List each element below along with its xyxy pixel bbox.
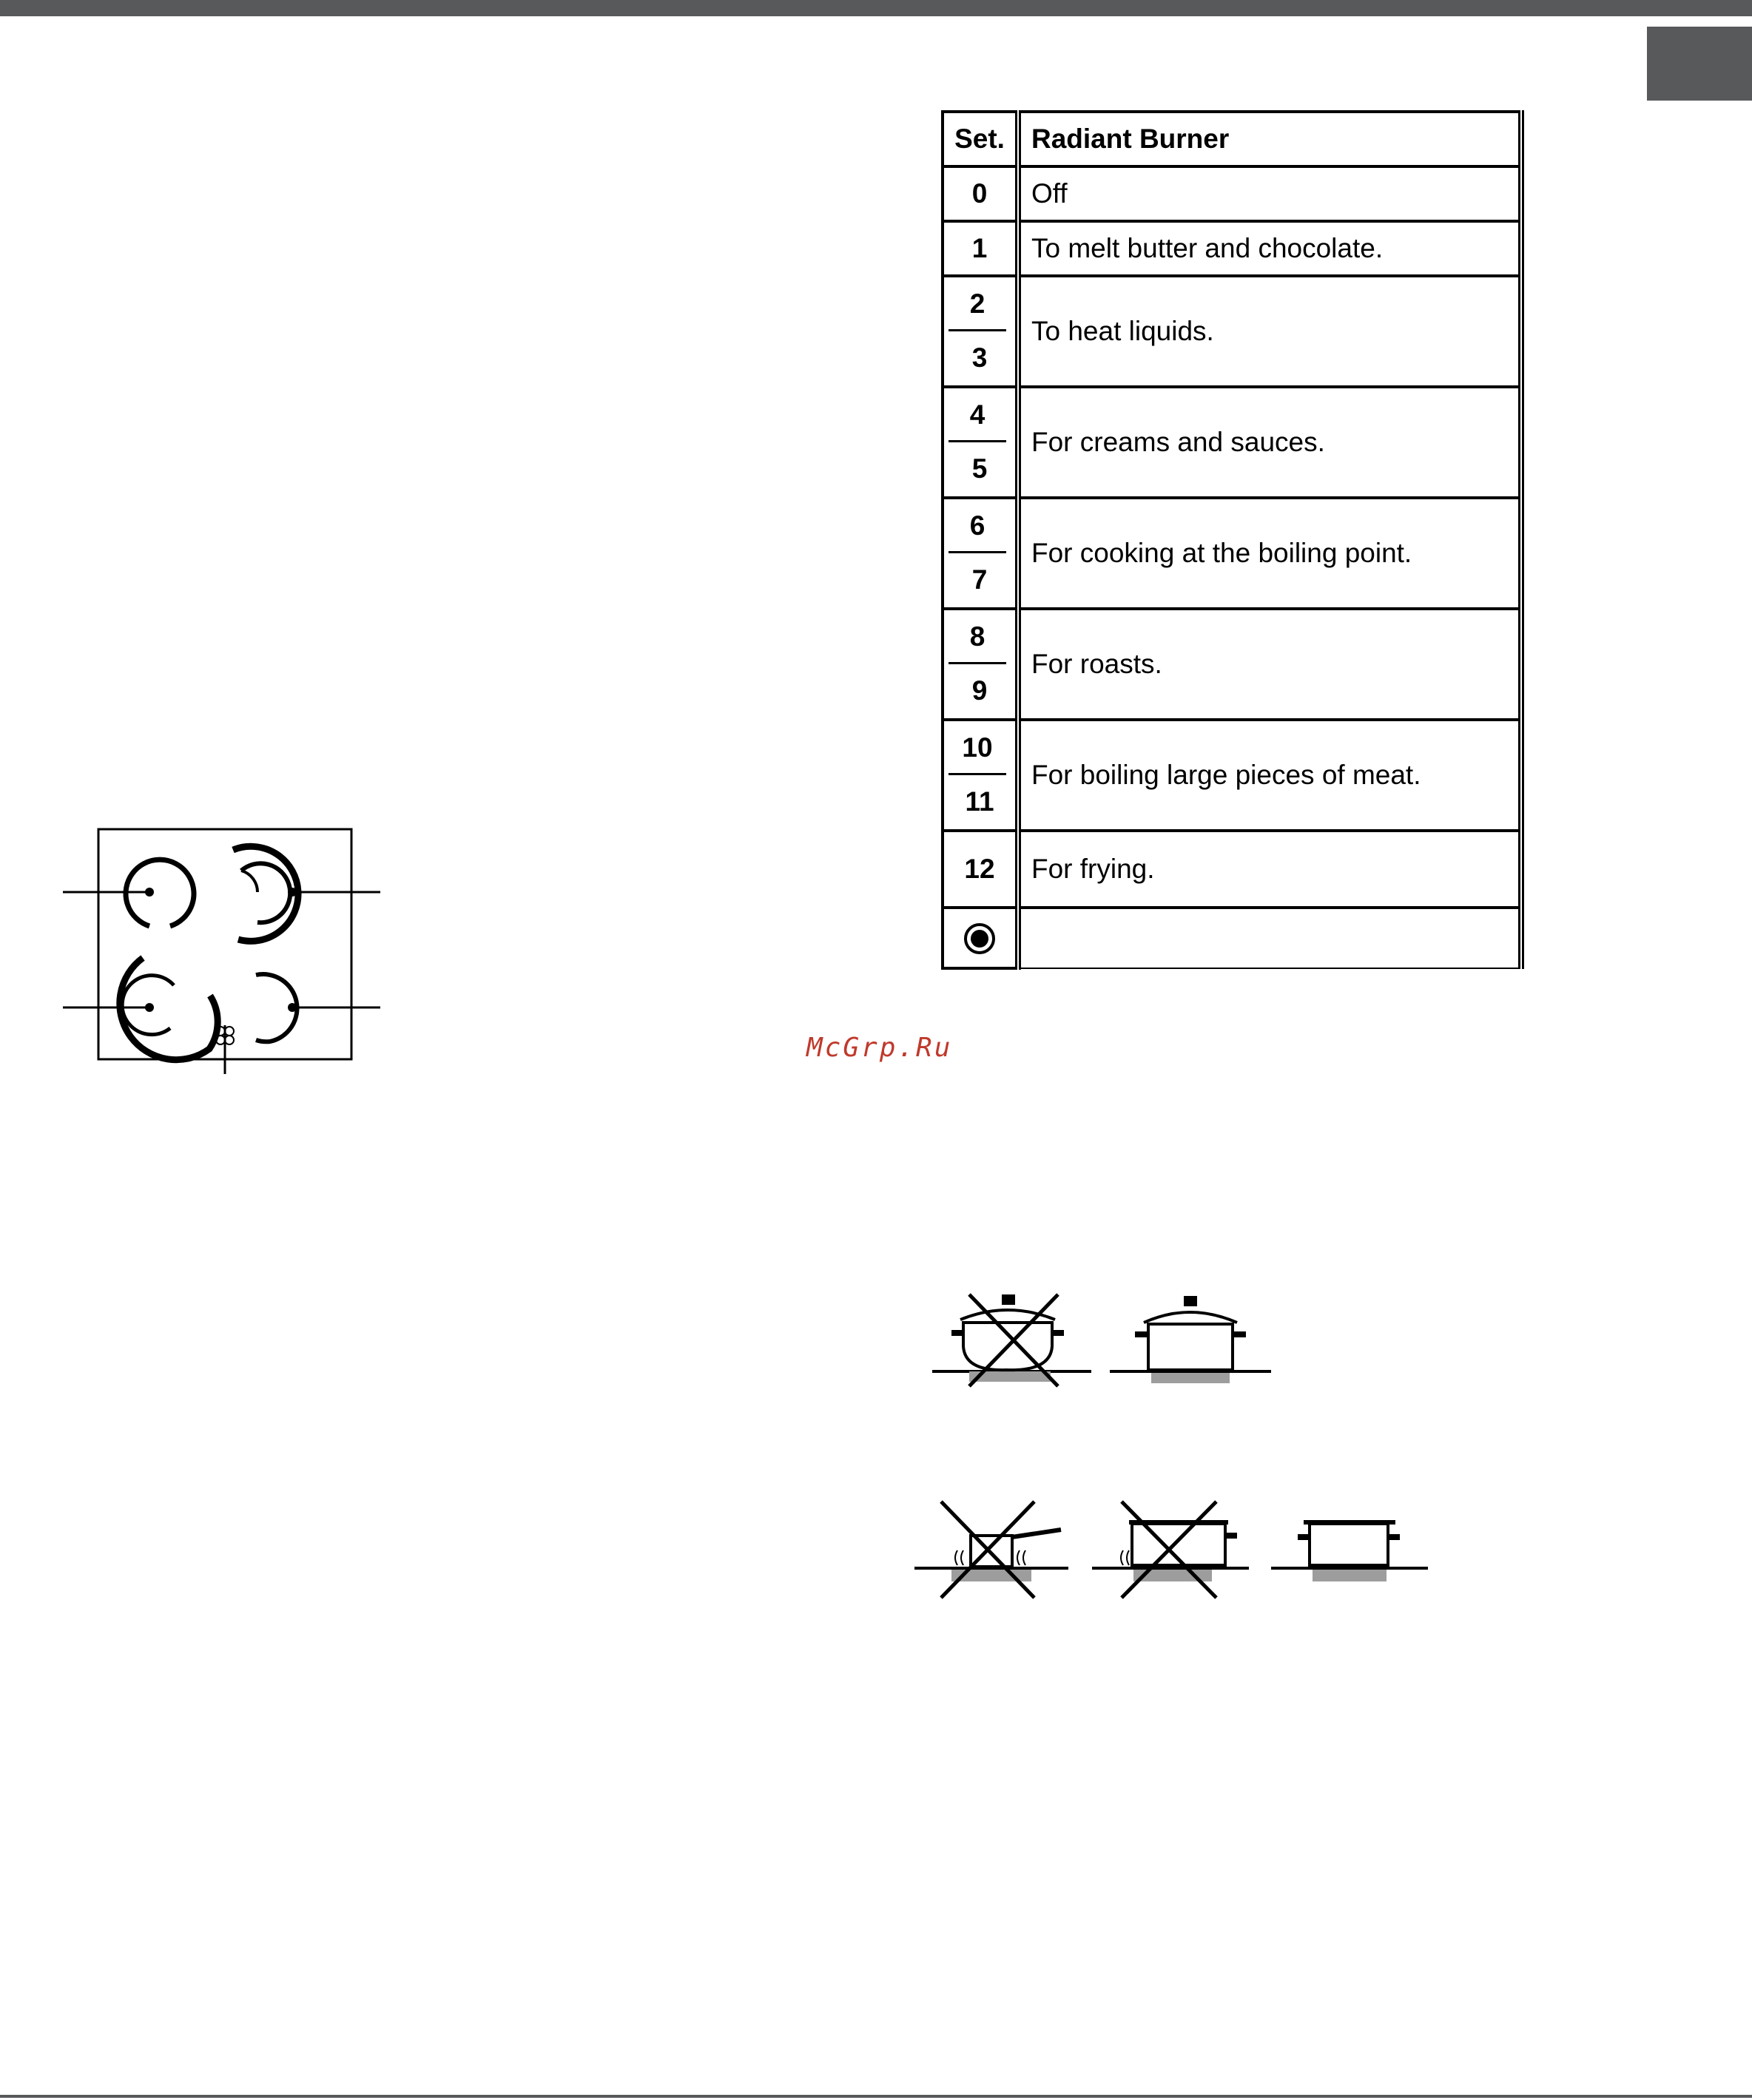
setting-use: To melt butter and chocolate. [1018,221,1521,276]
table-row [943,166,1521,221]
setting-number: 10 [949,723,1006,775]
table-row [943,221,1521,276]
table-header-row [943,112,1521,166]
empty-cell [1018,908,1521,968]
setting-number: 4 [949,390,1006,442]
setting-use: For boiling large pieces of meat. [1018,720,1521,831]
setting-number: 2 [949,279,1006,331]
watermark: McGrp.Ru [806,1033,953,1063]
setting-number: 7 [971,564,988,595]
table-row [943,831,1521,908]
table-row [943,276,1521,387]
table-row [943,720,1521,831]
settings-table [941,110,1524,970]
table-row [943,609,1521,720]
hot-surface-indicator-icon [964,923,995,954]
table-row [943,908,1521,968]
setting-number: 0 [943,166,1018,221]
wrong-pan-curved-base-icon [932,1294,1091,1386]
setting-number: 3 [971,342,988,373]
setting-number: 9 [971,675,988,706]
section-tab [1647,27,1752,101]
setting-number: 6 [949,501,1006,553]
setting-use: For creams and sauces. [1018,387,1521,498]
setting-number: 8 [949,612,1006,664]
pan-illustrations [910,1287,1443,1613]
setting-number: 12 [943,831,1018,908]
correct-pan-flat-base-icon [1110,1297,1271,1383]
setting-use: To heat liquids. [1018,276,1521,387]
hob-diagram [59,821,385,1080]
bottom-rule [0,2095,1752,2098]
table-row [943,387,1521,498]
top-bar [0,0,1752,16]
setting-use: For roasts. [1018,609,1521,720]
setting-number: 1 [943,221,1018,276]
double-zone-icon [120,958,218,1060]
setting-use: For frying. [1018,831,1521,908]
setting-number: 5 [971,453,988,484]
double-zone-icon [233,846,298,941]
single-zone-icon [256,974,297,1041]
table-row [943,498,1521,609]
wrong-pan-too-large-icon [1092,1502,1249,1598]
setting-number: 11 [965,786,994,817]
column-header-radiant-burner: Radiant Burner [1018,112,1521,166]
setting-use: For cooking at the boiling point. [1018,498,1521,609]
column-header-set: Set. [943,112,1018,166]
setting-use: Off [1018,166,1521,221]
wrong-pan-too-small-icon [914,1502,1068,1598]
correct-pan-matching-size-icon [1271,1522,1428,1581]
